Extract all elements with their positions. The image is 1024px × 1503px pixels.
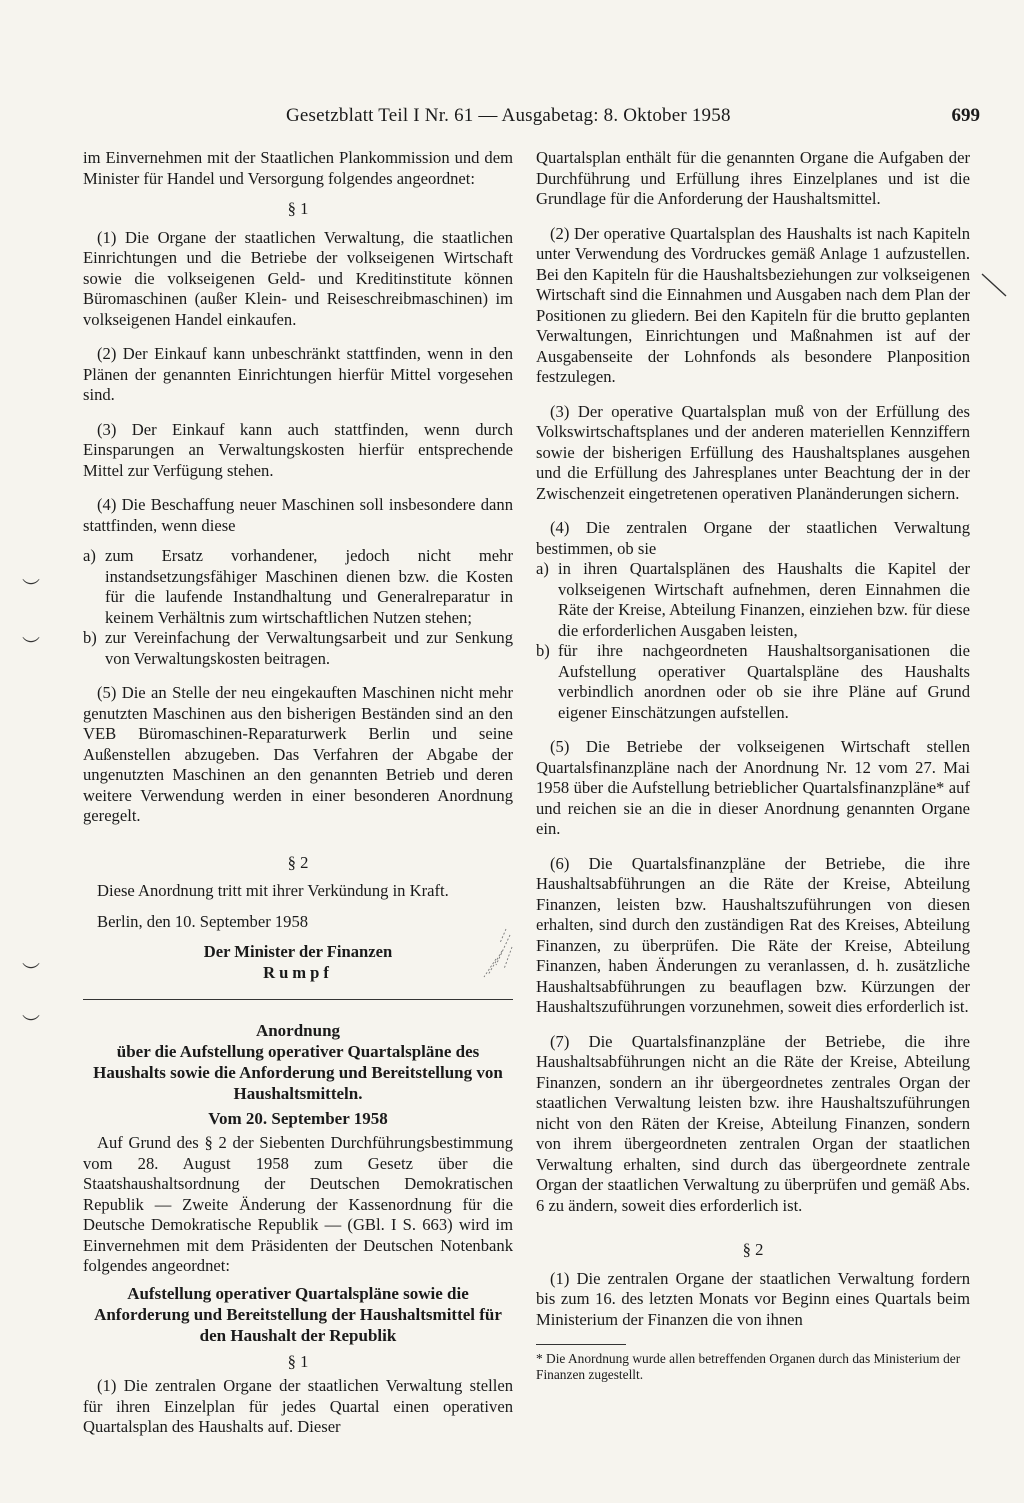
preamble: Auf Grund des § 2 der Siebenten Durchführungsbestimmung vom 28. August 1958 zum Gesetz über die Staatshaushaltsordnung der Deutschen Demokratischen Republik — Zweite Änderung der Kassenordnung für die Deutsche Demokratische Republik — (GBl. I S. 663) wird im Einvernehmen mit dem Präsidenten der Deutschen Notenbank folgendes angeordnet: — [83, 1133, 513, 1275]
date-line: Berlin, den 10. September 1958 — [97, 911, 309, 931]
paragraph-6: (6) Die Quartalsfinanzpläne der Betriebe, die ihre Haushaltsabführungen an die Räte der Kreise, Abteilung Finanzen, leisten bzw. Haushaltszuführungen von diesen erhalten, sind durch den zuständigen Rat des Kreises, Abteilung Finanzen, zu überprüfen. Die Räte der Kreise, Abteilung Finanzen, haben Änderungen zu veranlassen, d. h. zusätzliche Haushaltsabführungen zu beauflagen bzw. Kürzungen der Haushaltszuführungen vorzunehmen, soweit dies erforderlich ist. — [536, 853, 970, 1016]
paragraph-2: (2) Der operative Quartalsplan des Haushalts ist nach Kapiteln unter Verwendung des Vordruckes gemäß Anlage 1 aufzustellen. Bei den Kapiteln für die Haushaltsbeziehungen zur volkseigenen Wirtschaft sind die Einnahmen und Ausgaben nach dem Plan der Positionen zu gliedern. Bei den Kapiteln für die brutto geplanten Verwaltungen, Einrichtungen und Maßnahmen ist auf der Ausgabenseite der Lohnfonds als besondere Planposition festzulegen. — [536, 223, 970, 386]
paragraph-5: (5) Die an Stelle der neu eingekauften Maschinen nicht mehr genutzten Maschinen aus den bisherigen Beständen sind an den VEB Büromaschinen-Reparaturwerk Berlin und seine Außenstellen abzugeben. Das Verfahren der Abgabe der ungenutzten Maschinen an den genannten Betrieb und deren weitere Verwendung werden in einer besonderen Anordnung geregelt. — [83, 683, 513, 825]
list-label: a) — [536, 559, 549, 578]
list-item-b — [536, 641, 970, 723]
list-item-b — [83, 628, 513, 669]
page-header — [80, 105, 980, 135]
paragraph-5: (5) Die Betriebe der volkseigenen Wirtschaft stellen Quartalsfinanzpläne nach der Anordnung Nr. 12 vom 27. Mai 1958 über die Aufstellung betrieblicher Quartalsfinanzpläne* auf und reichen sie an die in dieser Anordnung genannten Organe ein. — [536, 737, 970, 838]
minister-title: Der Minister der Finanzen — [203, 942, 393, 961]
list-label: a) — [83, 546, 96, 565]
list-item-a — [83, 546, 513, 628]
list-text: zum Ersatz vorhandener, jedoch nicht mehr instandsetzungsfähiger Maschinen dienen bzw. die Kosten für die laufende Instandhaltung und Generalreparatur in keinem Verhältnis zum wirtschaftlichen Nutzen stehen; — [105, 546, 513, 627]
margin-mark-icon: ︶ — [22, 1014, 40, 1034]
list-text: in ihren Quartalsplänen des Haushalts die Kapitel der volkseigenen Wirtschaft aufnehmen, deren Einnahmen die Räte der Kreise, Abteilung Finanzen, einziehen bzw. für diese die erforderlichen Ausgaben leisten, — [558, 559, 970, 640]
page-number: 699 — [951, 105, 980, 126]
section-2-title: § 2 — [742, 1240, 764, 1259]
divider — [83, 999, 513, 1000]
right-column — [536, 148, 970, 1383]
continued-paragraph: Quartalsplan enthält für die genannten Organe die Aufgaben der Durchführung und Erfüllung ihres Einzelplanes und ist die Grundlage für die Anforderung der Haushaltsmittel. — [536, 148, 970, 208]
paragraph-2: (2) Der Einkauf kann unbeschränkt stattfinden, wenn in den Plänen der genannten Einrichtungen hierfür Mittel vorgesehen sind. — [83, 344, 513, 404]
list-text: zur Vereinfachung der Verwaltungsarbeit und zur Senkung von Verwaltungskosten beitragen. — [105, 628, 513, 668]
new-act-date: Vom 20. September 1958 — [208, 1109, 388, 1128]
intro-paragraph: im Einvernehmen mit der Staatlichen Plankommission und dem Minister für Handel und Versorgung folgendes angeordnet: — [83, 148, 513, 188]
paragraph-3: (3) Der Einkauf kann auch stattfinden, wenn durch Einsparungen an Verwaltungskosten hierfür entsprechende Mittel zur Verfügung stehen. — [83, 419, 513, 480]
margin-mark-icon: ︶ — [22, 962, 40, 982]
list-label: b) — [536, 641, 550, 660]
paragraph-1: (1) Die Organe der staatlichen Verwaltung, die staatlichen Einrichtungen und die Betriebe der volkseigenen Wirtschaft sowie die volkseigenen Geld- und Kreditinstitute können Büromaschinen (außer Klein- und Reiseschreibmaschinen) im volkseigenen Handel einkaufen. — [83, 227, 513, 329]
margin-mark-icon: ︶ — [22, 578, 40, 598]
margin-mark-icon: ︶ — [22, 636, 40, 656]
left-column — [83, 148, 513, 1438]
list-label: b) — [83, 628, 97, 647]
paragraph-4: (4) Die zentralen Organe der staatlichen Verwaltung bestimmen, ob sie — [536, 518, 970, 558]
paragraph-3: (3) Der operative Quartalsplan muß von der Erfüllung des Volkswirtschaftsplanes und der anderen materiellen Kennziffern sowie der bisherigen Erfüllung des Haushaltsplanes ausgehen und die Erfüllung des Jahresplanes unter Beachtung der in der Zwischenzeit eingetretenen operativen Planänderungen sichern. — [536, 401, 970, 503]
paragraph-7: (7) Die Quartalsfinanzpläne der Betriebe, die ihre Haushaltsabführungen nicht an die Räte der Kreise, Abteilung Finanzen, sondern an ihr übergeordnetes zentrales Organ der staatlichen Verwaltung leisten bzw. ihre Haushaltszuführungen nicht von den Räten der Kreise, Abteilung Finanzen, sondern von ihrem übergeordneten zentralen Organ der staatlichen Verwaltung erhalten, sind durch das übergeordnete zentrale Organ der staatlichen Verwaltung zu überprüfen und gemäß Abs. 6 zu ändern, soweit dies erforderlich ist. — [536, 1031, 970, 1215]
margin-slash-icon — [980, 272, 1008, 298]
new-act-subject: über die Aufstellung operativer Quartalspläne des Haushalts sowie die Anforderung und Bereitstellung von Haushaltsmitteln. — [93, 1042, 503, 1103]
paragraph-4: (4) Die Beschaffung neuer Maschinen soll insbesondere dann stattfinden, wenn diese — [83, 495, 513, 535]
minister-name: Rumpf — [263, 962, 333, 982]
section-2-text: Diese Anordnung tritt mit ihrer Verkündung in Kraft. — [97, 881, 449, 900]
footnote: * Die Anordnung wurde allen betreffenden Organen durch das Ministerium der Finanzen zugestellt. — [536, 1351, 961, 1382]
subheading: Aufstellung operativer Quartalspläne sowie die Anforderung und Bereitstellung der Haushaltsmittel für den Haushalt der Republik — [94, 1283, 502, 1345]
new-act-heading: Anordnung — [255, 1021, 341, 1040]
new-section-1-title: § 1 — [287, 1351, 309, 1371]
footnote-divider — [536, 1344, 626, 1345]
section-1-title: § 1 — [287, 199, 309, 218]
list-text: für ihre nachgeordneten Haushaltsorganisationen die Aufstellung operativer Quartalspläne des Haushalts verbindlich anordnen oder ob sie ihre Pläne auf Grund eigener Einschätzungen aufstellen. — [558, 641, 970, 722]
list-item-a — [536, 559, 970, 641]
header-title: Gesetzblatt Teil I Nr. 61 — Ausgabetag: 8. Oktober 1958 — [286, 105, 731, 126]
new-paragraph-1: (1) Die zentralen Organe der staatlichen Verwaltung stellen für ihren Einzelplan für jedes Quartal einen operativen Quartalsplan des Haushalts auf. Dieser — [83, 1376, 513, 1436]
section-2-paragraph-1: (1) Die zentralen Organe der staatlichen Verwaltung fordern bis zum 16. des letzten Monats vor Beginn eines Quartals beim Ministerium der Finanzen die von ihnen — [536, 1268, 970, 1329]
section-2-title: § 2 — [287, 852, 309, 872]
